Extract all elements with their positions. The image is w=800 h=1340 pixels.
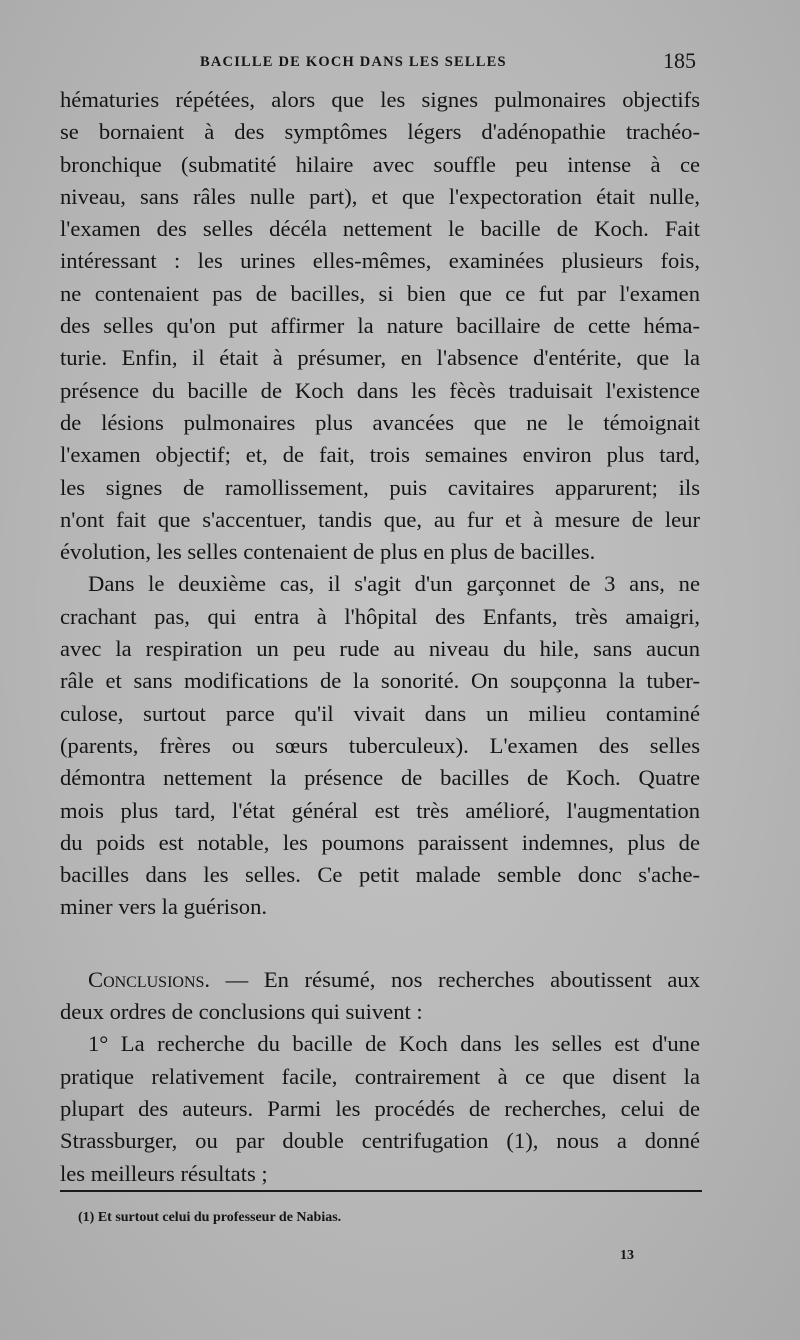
text-line: avec la respiration un peu rude au niveau du hile, sans aucun bbox=[60, 636, 700, 662]
text-line: intéressant : les urines elles-mêmes, examinées plusieurs fois, bbox=[60, 248, 700, 274]
text-line: 1° La recherche du bacille de Koch dans les selles est d'une bbox=[88, 1031, 700, 1057]
text-line: culose, surtout parce qu'il vivait dans un milieu contaminé bbox=[60, 700, 700, 726]
text-line: (parents, frères ou sœurs tuberculeux). L'examen des selles bbox=[60, 732, 700, 758]
text-line: plupart des auteurs. Parmi les procédés de recherches, celui de bbox=[60, 1095, 700, 1121]
text-line: Strassburger, ou par double centrifugation (1), nous a donné bbox=[60, 1128, 700, 1154]
conclusions-heading: Conclusions. bbox=[88, 966, 211, 992]
paragraph-gap bbox=[60, 924, 700, 964]
text-line: du poids est notable, les poumons paraissent indemnes, plus de bbox=[60, 829, 700, 855]
text-line: turie. Enfin, il était à présumer, en l'absence d'entérite, que la bbox=[60, 345, 700, 371]
paragraph-conclusions bbox=[60, 964, 700, 1029]
text-line: râle et sans modifications de la sonorité. On soupçonna la tuber- bbox=[60, 668, 700, 694]
body-text bbox=[60, 84, 700, 1190]
text-line: évolution, les selles contenaient de plus en plus de bacilles. bbox=[60, 539, 596, 565]
running-title: BACILLE DE KOCH DANS LES SELLES bbox=[200, 54, 507, 70]
text-line: l'examen objectif; et, de fait, trois semaines environ plus tard, bbox=[60, 442, 700, 468]
text-line: miner vers la guérison. bbox=[60, 894, 268, 920]
signature-mark: 13 bbox=[620, 1248, 634, 1263]
text-line: bacilles dans les selles. Ce petit malade semble donc s'ache- bbox=[60, 862, 700, 888]
text-line: bronchique (submatité hilaire avec souffle peu intense à ce bbox=[60, 151, 700, 177]
text-line: crachant pas, qui entra à l'hôpital des Enfants, très amaigri, bbox=[60, 603, 700, 629]
text-line: ne contenaient pas de bacilles, si bien que ce fut par l'examen bbox=[60, 280, 700, 306]
running-head bbox=[60, 48, 700, 78]
text-line: des selles qu'on put affirmer la nature bacillaire de cette héma- bbox=[60, 313, 700, 339]
text-line: présence du bacille de Koch dans les fècès traduisait l'existence bbox=[60, 377, 700, 403]
paragraph-second-case bbox=[60, 568, 700, 923]
text-line: pratique relativement facile, contrairement à ce que disent la bbox=[60, 1063, 700, 1089]
text-line: les signes de ramollissement, puis cavitaires apparurent; ils bbox=[60, 474, 700, 500]
footnote: (1) Et surtout celui du professeur de Nabias. bbox=[78, 1210, 342, 1225]
text-line: l'examen des selles décéla nettement le bacille de Koch. Fait bbox=[60, 216, 700, 242]
conclusions-intro: — En résumé, nos recherches aboutissent aux bbox=[210, 966, 700, 992]
text-line: mois plus tard, l'état général est très amélioré, l'augmentation bbox=[60, 797, 700, 823]
text-line: les meilleurs résultats ; bbox=[60, 1160, 268, 1186]
text-line bbox=[60, 964, 700, 996]
paragraph-hematuria-case bbox=[60, 84, 700, 568]
text-line: se bornaient à des symptômes légers d'adénopathie trachéo- bbox=[60, 119, 700, 145]
page-number: 185 bbox=[663, 48, 696, 73]
text-line: n'ont fait que s'accentuer, tandis que, au fur et à mesure de leur bbox=[60, 506, 700, 532]
text-line: deux ordres de conclusions qui suivent : bbox=[60, 999, 423, 1025]
footnote-rule bbox=[60, 1190, 702, 1192]
text-line: hématuries répétées, alors que les signes pulmonaires objectifs bbox=[60, 87, 700, 112]
text-line: démontra nettement la présence de bacilles de Koch. Quatre bbox=[60, 765, 700, 791]
text-line: niveau, sans râles nulle part), et que l'expectoration était nulle, bbox=[60, 183, 700, 209]
text-line: Dans le deuxième cas, il s'agit d'un garçonnet de 3 ans, ne bbox=[88, 571, 700, 597]
text-line: de lésions pulmonaires plus avancées que ne le témoignait bbox=[60, 409, 700, 435]
paragraph-conclusion-1 bbox=[60, 1028, 700, 1189]
